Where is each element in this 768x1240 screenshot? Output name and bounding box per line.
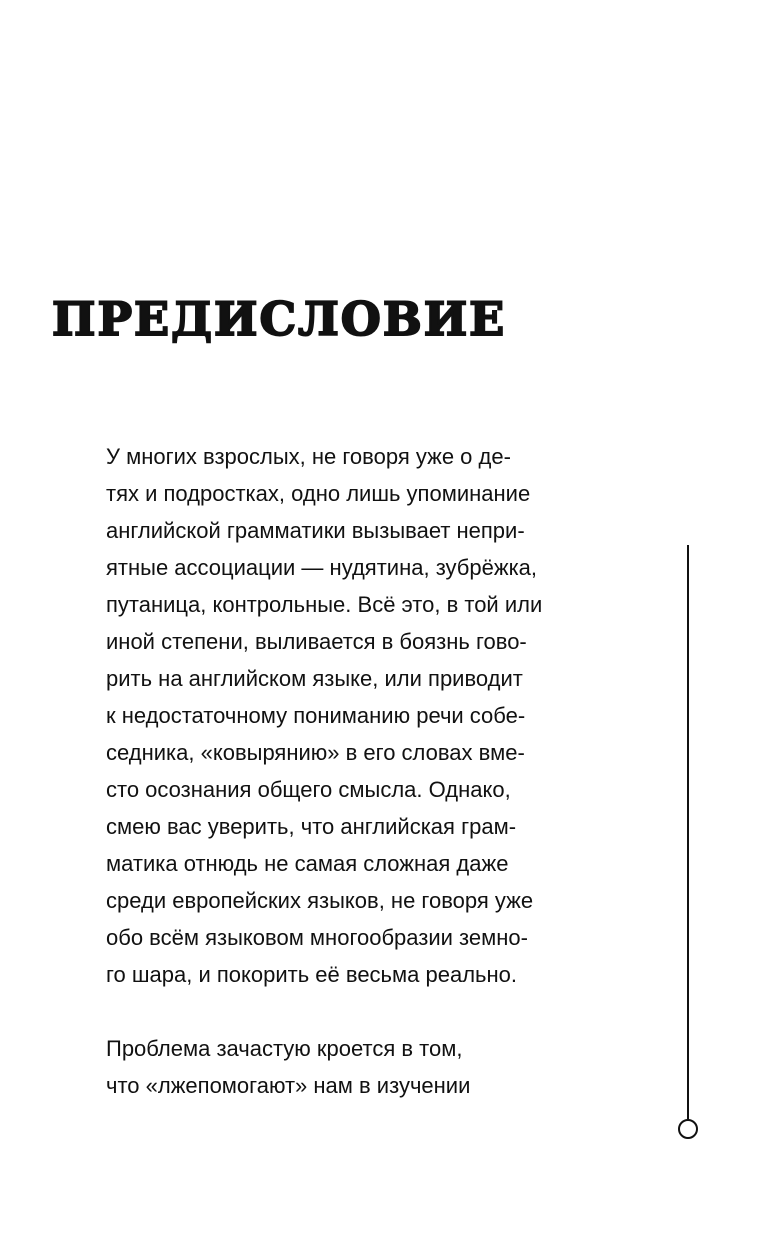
- text-line: сто осознания общего смысла. Однако,: [106, 777, 511, 802]
- text-line: к недостаточному пониманию речи собе-: [106, 703, 526, 728]
- text-line: рить на английском языке, или приводит: [106, 666, 523, 691]
- text-line: путаница, контрольные. Всё это, в той или: [106, 592, 543, 617]
- text-line: ятные ассоциации — нудятина, зубрёжка,: [106, 555, 538, 580]
- text-line: иной степени, выливается в боязнь гово-: [106, 629, 527, 654]
- text-line: Проблема зачастую кроется в том,: [106, 1036, 463, 1061]
- text-line: тях и подростках, одно лишь упоминание: [106, 481, 531, 506]
- text-line: английской грамматики вызывает непри-: [106, 518, 525, 543]
- text-line: го шара, и покорить её весьма реально.: [106, 962, 517, 987]
- paragraph-2: [106, 1030, 606, 1104]
- chapter-heading: ПРЕДИСЛОВИЕ: [52, 292, 507, 346]
- text-line: смею вас уверить, что английская грам-: [106, 814, 517, 839]
- paragraph-1: [106, 438, 606, 993]
- text-line: седника, «ковырянию» в его словах вме-: [106, 740, 525, 765]
- text-line: матика отнюдь не самая сложная даже: [106, 851, 509, 876]
- circle-marker-icon: [678, 1119, 698, 1139]
- decorative-timeline: [678, 545, 698, 1145]
- vertical-rule: [687, 545, 689, 1119]
- text-line: что «лжепомогают» нам в изучении: [106, 1073, 471, 1098]
- text-line: обо всём языковом многообразии земно-: [106, 925, 528, 950]
- text-line: У многих взрослых, не говоря уже о де-: [106, 444, 511, 469]
- text-line: среди европейских языков, не говоря уже: [106, 888, 534, 913]
